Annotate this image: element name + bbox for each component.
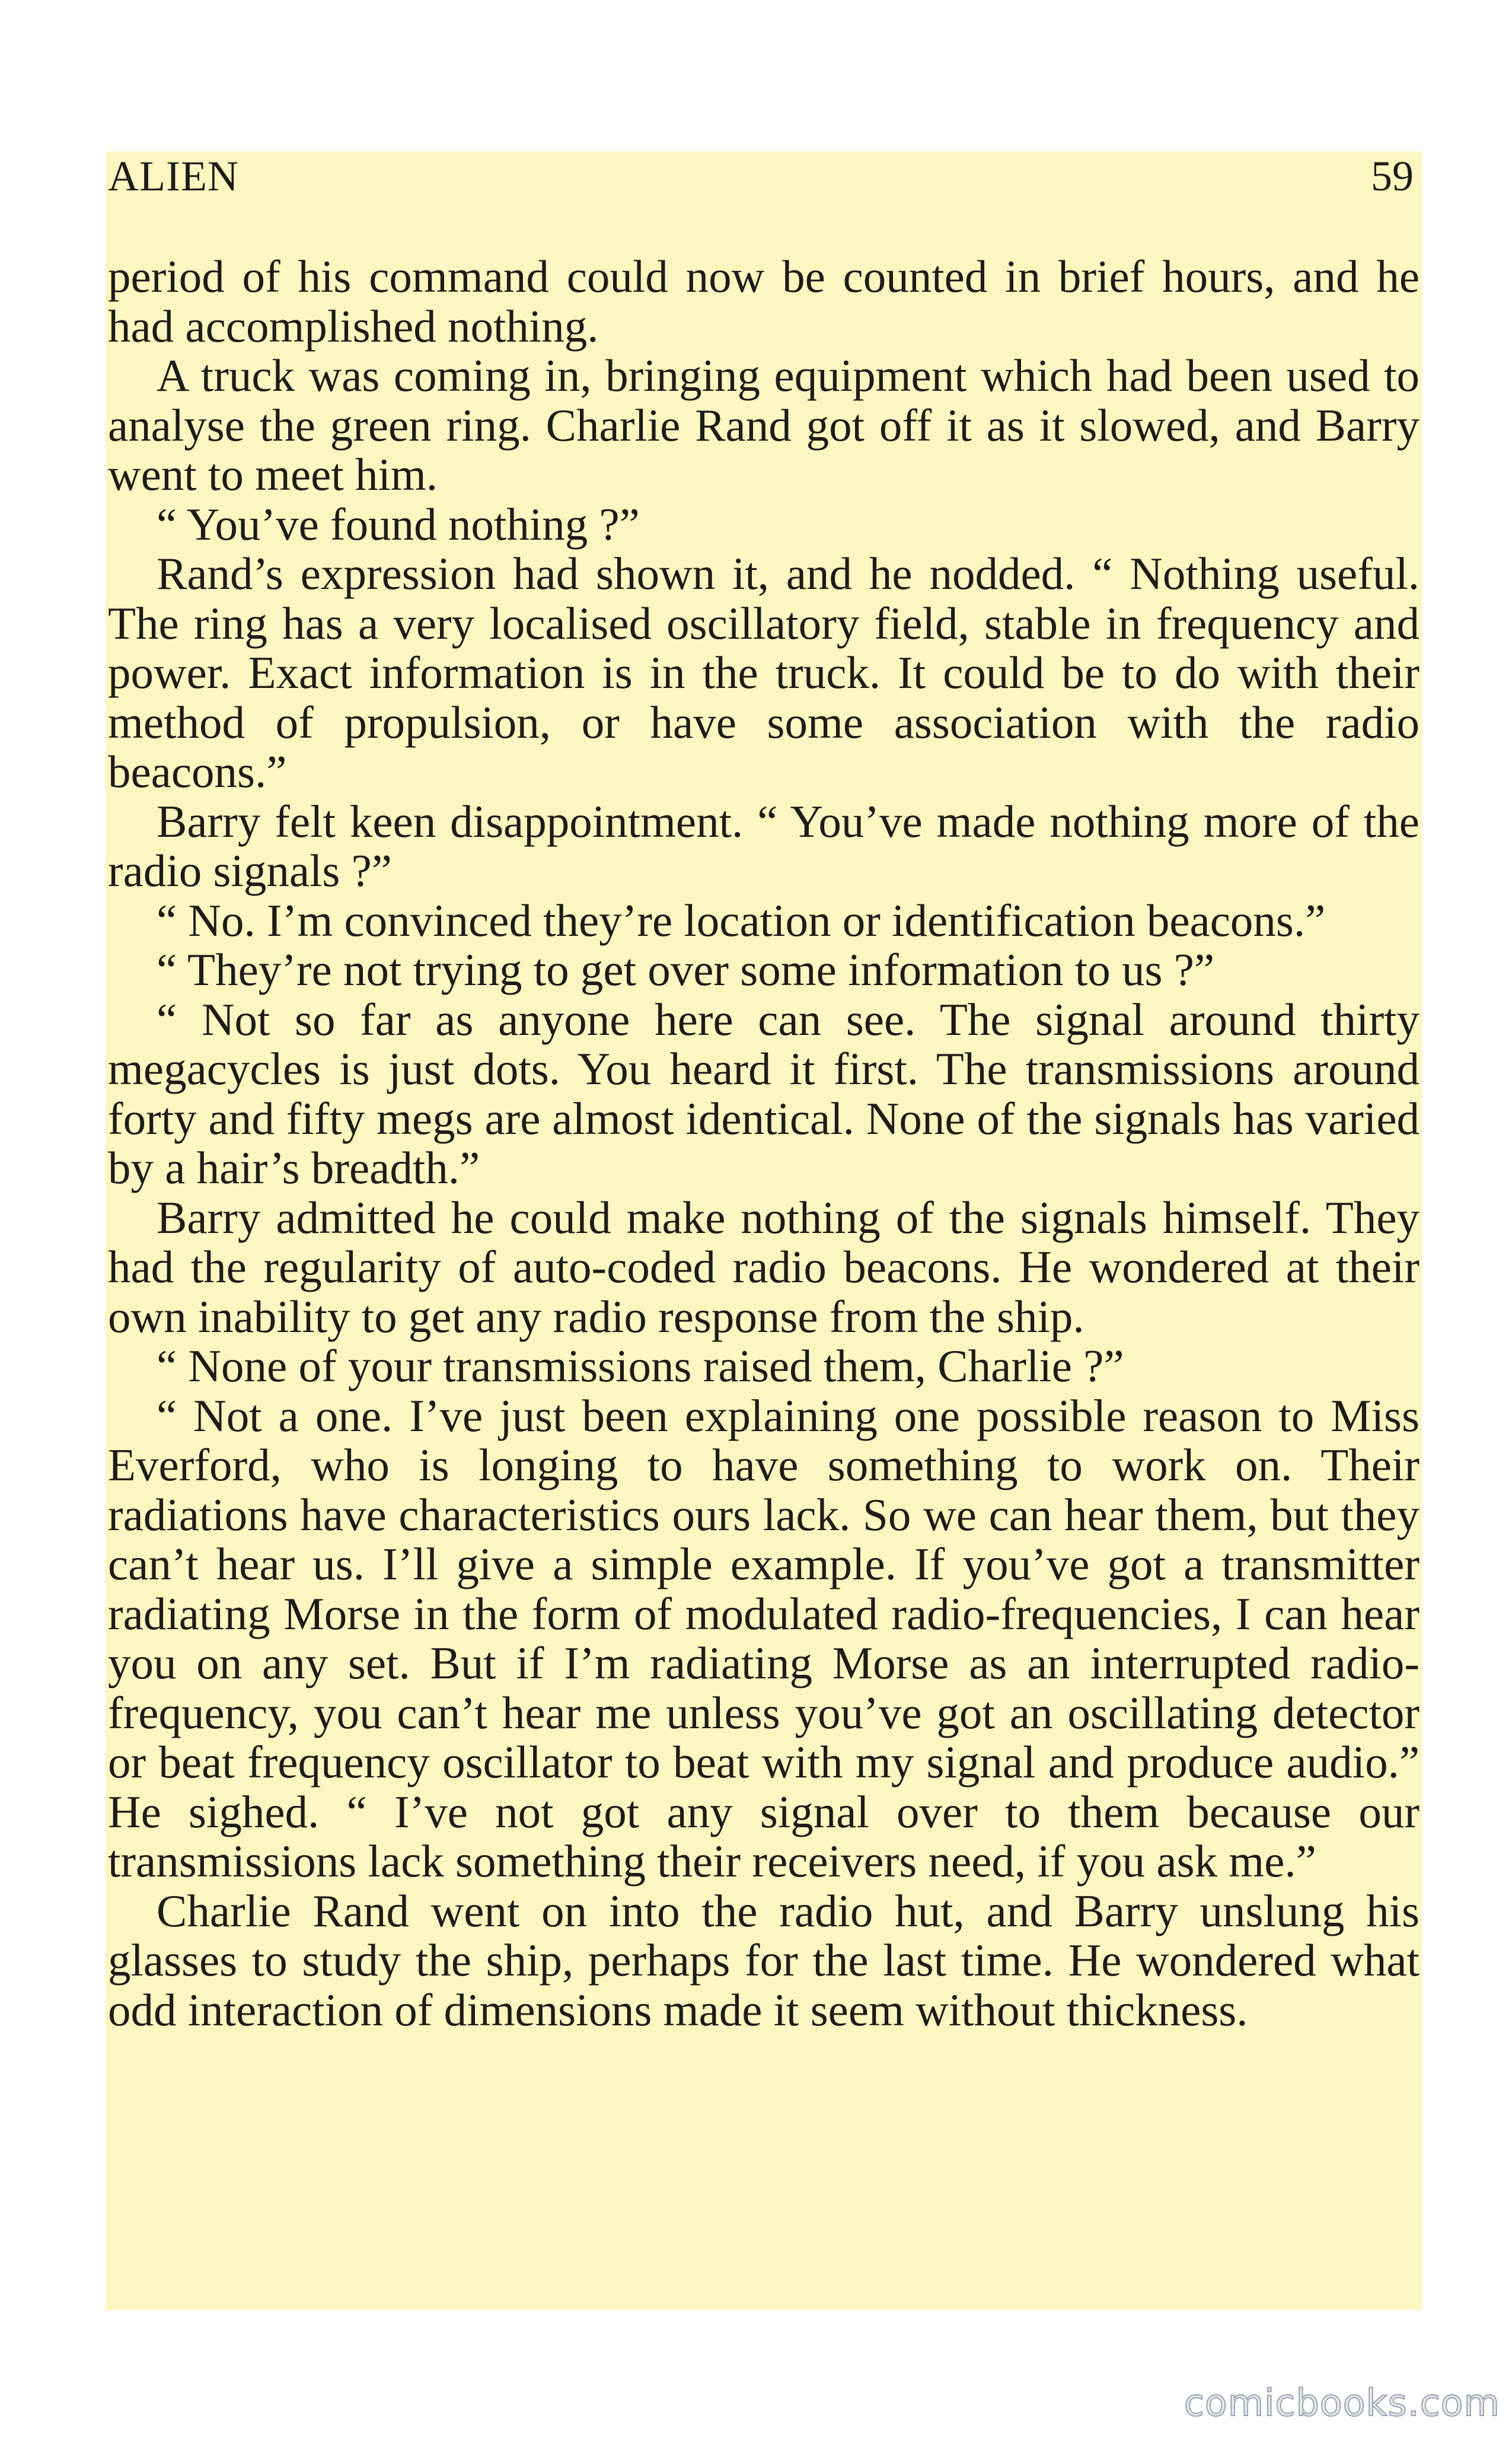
watermark: comicbooks.com	[1184, 2381, 1500, 2424]
running-head	[106, 151, 1422, 240]
paragraph: “ You’ve found nothing ?”	[157, 498, 640, 550]
page-number: 59	[1371, 152, 1414, 200]
running-title: ALIEN	[108, 152, 239, 200]
paragraph: “ Not so far as anyone here can see. The signal around thirty megacycles is just dots. You heard it first. The transmissions around forty and fifty megs are almost identical. None of the signals has varied by a hair’s breadth.”	[108, 993, 1420, 1193]
paragraph: “ None of your transmissions raised them, Charlie ?”	[157, 1340, 1124, 1391]
paragraph: Rand’s expression had shown it, and he nodded. “ Nothing useful. The ring has a very localised oscillatory field, stable in frequency and power. Exact information is in the truck. It could be to do with their method of propulsion, or have some association with the radio beacons.”	[108, 548, 1420, 797]
paragraph: “ They’re not trying to get over some information to us ?”	[157, 944, 1215, 995]
body-text	[108, 252, 1420, 2035]
paragraph: “ No. I’m convinced they’re location or identification beacons.”	[157, 894, 1326, 946]
paragraph: “ Not a one. I’ve just been explaining one possible reason to Miss Everford, who is longing to have something to work on. Their radiations have characteristics ours lack. So we can hear them, but they can’t hear us. I’ll give a simple example. If you’ve got a transmitter radiating Morse in the form of modulated radio-frequencies, I can hear you on any set. But if I’m radiating Morse as an interrupted radio-frequency, you can’t hear me unless you’ve got an oscillating detector or beat frequency oscillator to beat with my signal and produce audio.” He sighed. “ I’ve not got any signal over to them because our transmissions lack something their receivers need, if you ask me.”	[108, 1390, 1420, 1887]
paragraph: A truck was coming in, bringing equipment which had been used to analyse the green ring. Charlie Rand got off it as it slowed, and Barry went to meet him.	[108, 350, 1420, 500]
paragraph: Charlie Rand went on into the radio hut, and Barry unslung his glasses to study the ship, perhaps for the last time. He wondered what odd interaction of dimensions made it seem without thickness.	[108, 1885, 1420, 2035]
paragraph-continued: period of his command could now be counted in brief hours, and he had accomplished nothing.	[108, 251, 1420, 352]
paragraph: Barry admitted he could make nothing of the signals himself. They had the regularity of auto-coded radio beacons. He wondered at their own inability to get any radio response from the ship.	[108, 1191, 1420, 1342]
paragraph: Barry felt keen disappointment. “ You’ve made nothing more of the radio signals ?”	[108, 795, 1420, 896]
book-page	[106, 151, 1422, 2310]
